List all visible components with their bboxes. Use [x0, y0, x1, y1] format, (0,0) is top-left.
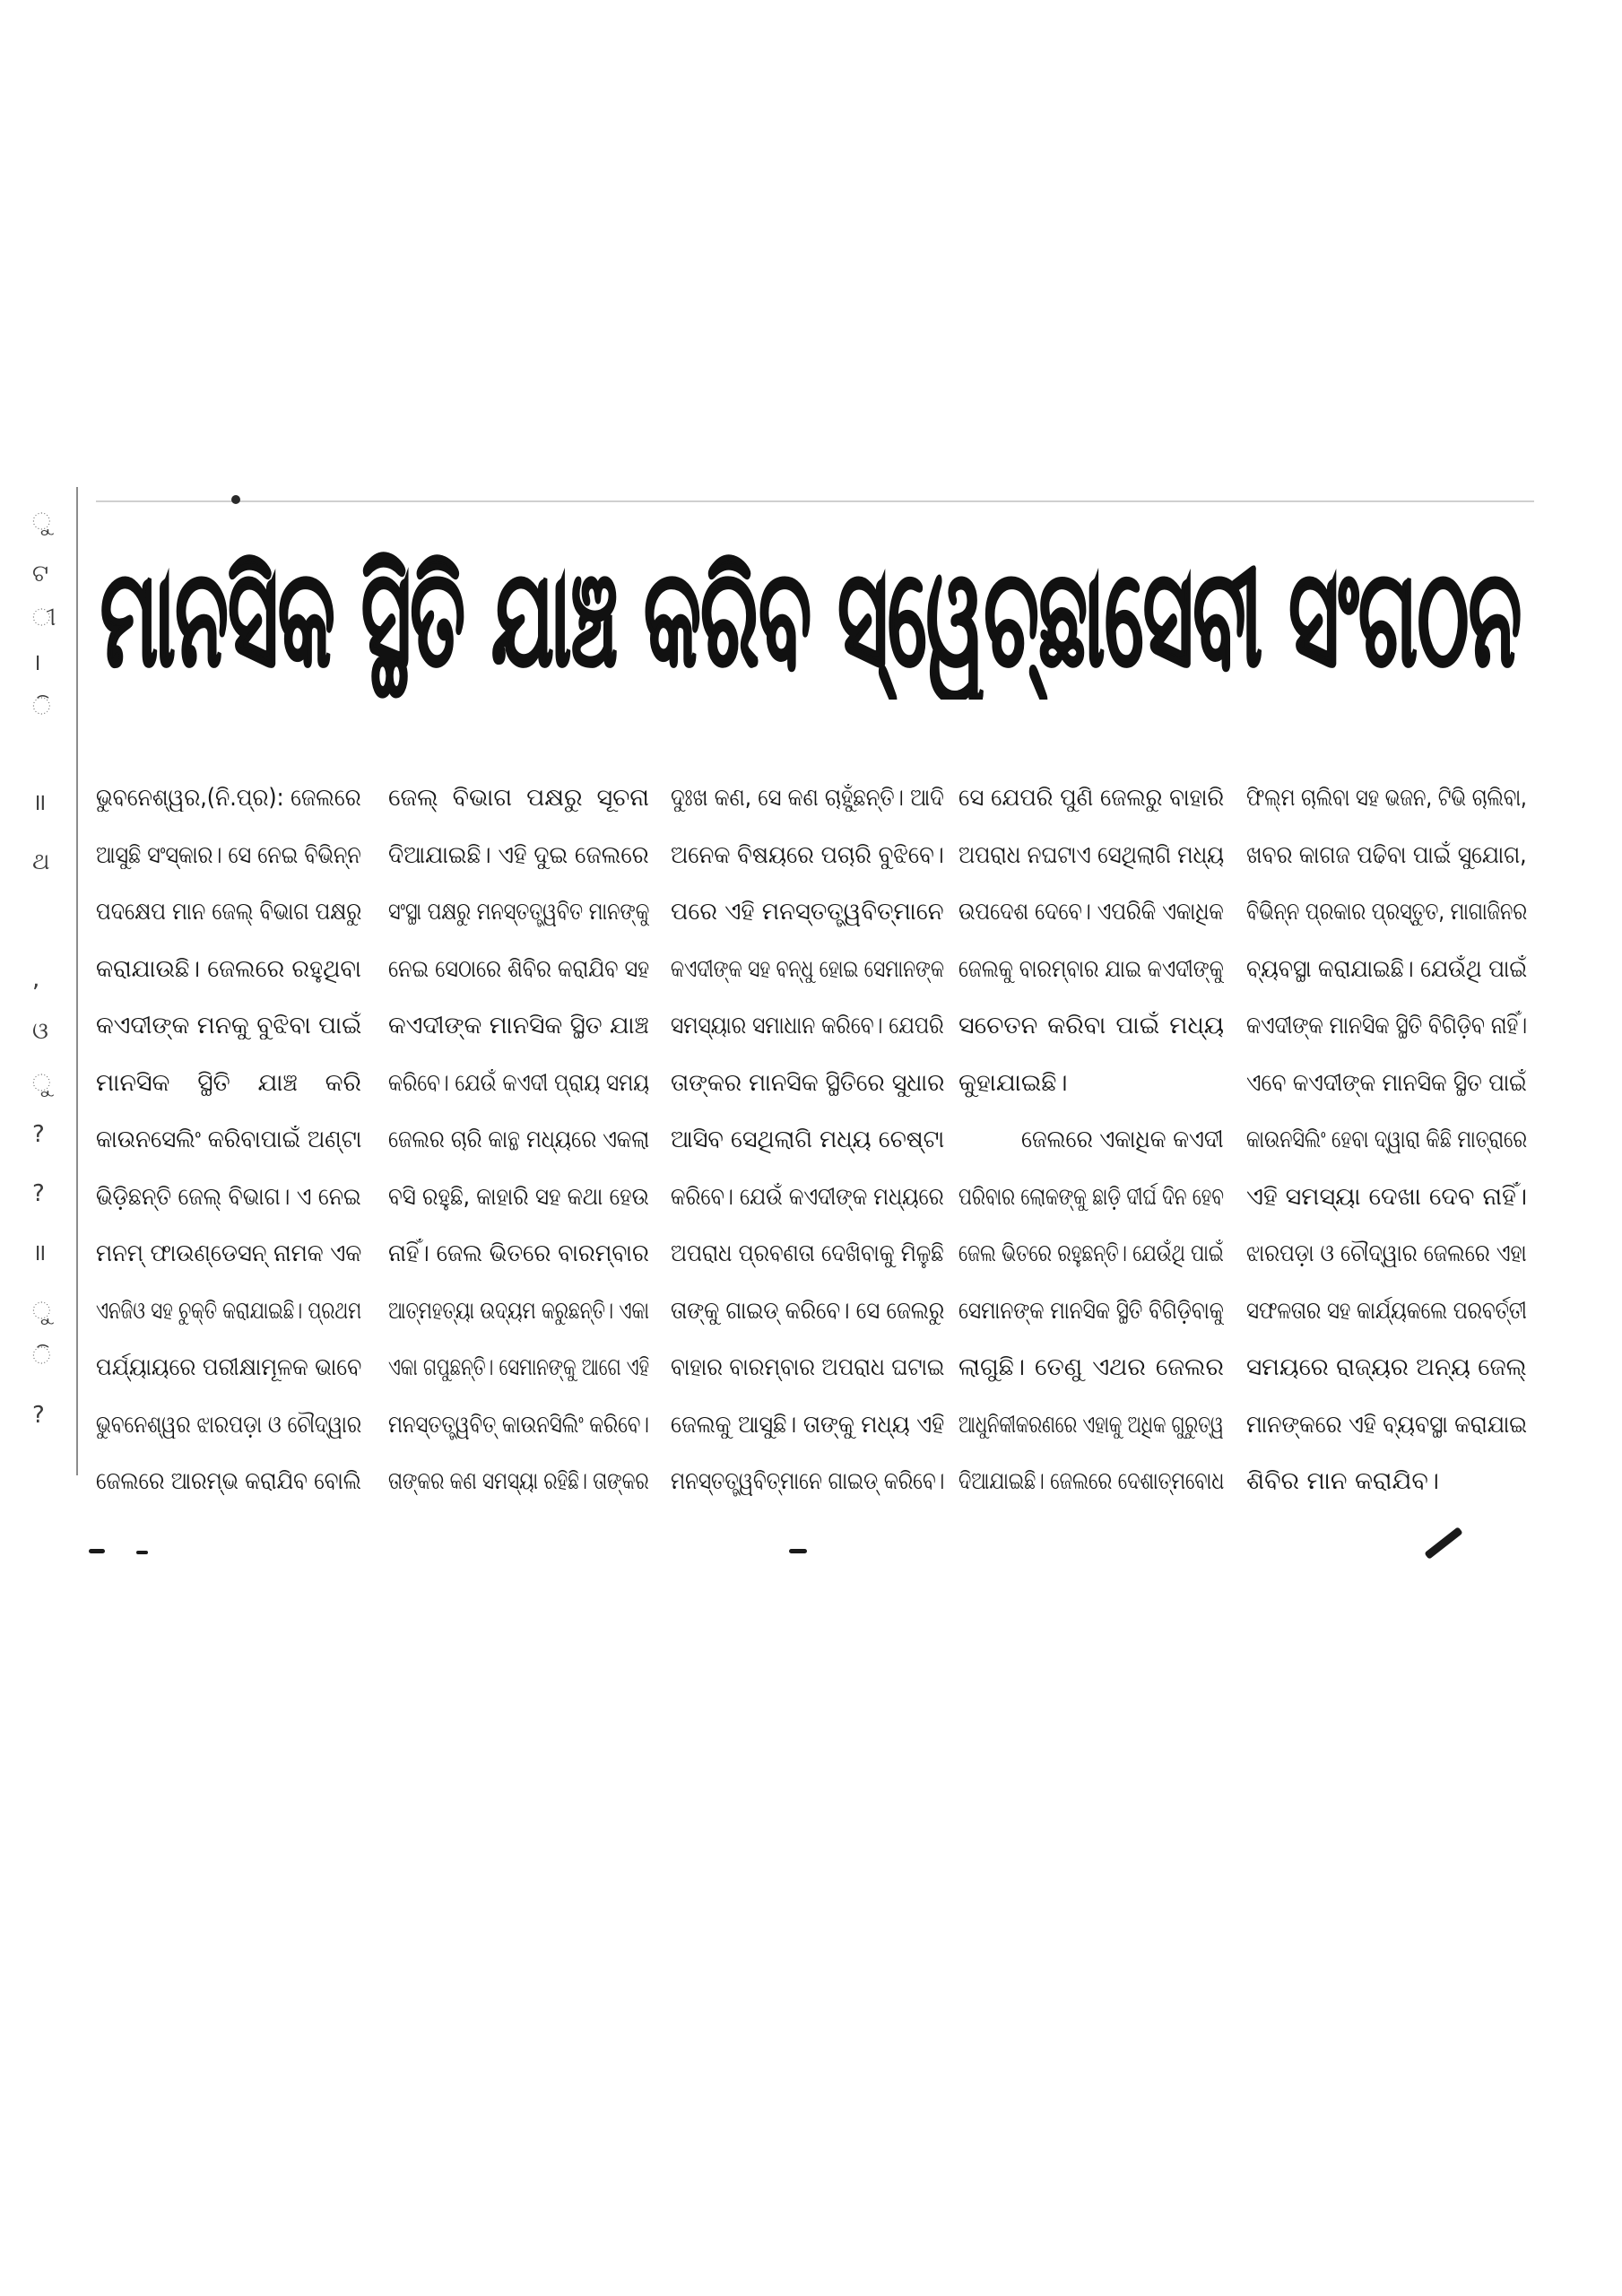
article-line — [958, 1396, 1224, 1454]
print-speck — [231, 495, 240, 504]
article-line — [671, 1339, 944, 1396]
article-line-text: ଜେଲରେ ଆରମ୍ଭ କରାଯିବ ବୋଲି — [96, 1467, 361, 1495]
article-line — [958, 1339, 1224, 1396]
article-line — [671, 827, 944, 884]
article-line-text: ପରିବାର ଲୋକଙ୍କୁ ଛାଡ଼ି ଦୀର୍ଘ ଦିନ ହେବ — [958, 1182, 1224, 1211]
article-line-text: ଉପଦେଶ ଦେବେ। ଏପରିକି ଏକାଧିକ — [958, 898, 1224, 926]
article-line-text: ଏବେ କଏଦୀଙ୍କ ମାନସିକ ସ୍ଥିତ ପାଇଁ — [1246, 1068, 1527, 1097]
article-line — [1246, 941, 1527, 998]
article-line-text: ଦିଆଯାଇଛି। ଏହି ଦୁଇ ଜେଲରେ — [388, 840, 649, 869]
article-line — [388, 1283, 649, 1340]
article-line-text: ଆସିବ ସେଥିଲାଗି ମଧ୍ୟ ଚେଷ୍ଟା — [671, 1126, 944, 1153]
margin-text-fragment: ି — [32, 1343, 51, 1370]
article-line-text: ପର୍ଯ୍ୟାୟରେ ପରୀକ୍ଷାମୂଳକ ଭାବେ — [96, 1353, 361, 1381]
margin-text-fragment: ୀ — [32, 604, 56, 631]
margin-text-fragment: ? — [32, 1402, 45, 1429]
article-line-text: ଜେଲ ଭିତରେ ରହୁଛନ୍ତି। ଯେଉଁଥି ପାଇଁ — [958, 1239, 1224, 1267]
article-line — [958, 1453, 1224, 1510]
article-line — [388, 770, 649, 827]
article-line — [388, 827, 649, 884]
article-line — [958, 1283, 1224, 1340]
article-line — [1246, 827, 1527, 884]
margin-text-fragment: ଟ — [32, 561, 49, 587]
article-line-text: ଆସୁଛି ସଂସ୍କାର। ସେ ନେଇ ବିଭିନ୍ନ — [96, 840, 361, 869]
article-line — [958, 770, 1224, 827]
article-line — [671, 1396, 944, 1454]
margin-text-fragment: ଓ — [32, 1018, 48, 1045]
article-line — [388, 1225, 649, 1283]
article-line-text: ଜେଲ୍ ବିଭାଗ ପକ୍ଷରୁ ସୂଚନା — [388, 784, 649, 812]
article-line-text: କଏଦୀଙ୍କ ସହ ବନ୍ଧୁ ହୋଇ ସେମାନଙ୍କ — [671, 954, 944, 983]
print-mark — [136, 1551, 148, 1554]
print-mark — [789, 1549, 807, 1553]
article-line-text: କରିବେ। ଯେଉଁ କଏଦୀଙ୍କ ମଧ୍ୟରେ — [671, 1182, 944, 1211]
article-line-text: ଦୁଃଖ କଣ, ସେ କଣ ଚାହୁଁଛନ୍ତି। ଆଦି — [671, 784, 944, 812]
article-line-text: ସଚେତନ କରିବା ପାଇଁ ମଧ୍ୟ — [958, 1012, 1224, 1039]
article-line — [96, 770, 361, 827]
article-line-text: ବାହାର ବାରମ୍ବାର ଅପରାଧ ଘଟାଇ — [671, 1353, 944, 1381]
article-line-text: ଝାରପଡ଼ା ଓ ଚୌଦ୍ୱାର ଜେଲରେ ଏହା — [1246, 1239, 1527, 1267]
article-line — [96, 941, 361, 998]
article-line — [1246, 1111, 1527, 1169]
article-line — [1246, 1169, 1527, 1226]
article-line — [1246, 883, 1527, 941]
article-line — [96, 1453, 361, 1510]
article-line-text: ମନମ୍ ଫାଉଣ୍ଡେସନ୍ ନାମକ ଏକ — [96, 1239, 361, 1267]
article-line — [96, 1111, 361, 1169]
article-line — [958, 997, 1224, 1055]
article-line-text: ତାଙ୍କୁ ଗାଇଡ୍ କରିବେ। ସେ ଜେଲରୁ — [671, 1296, 944, 1325]
article-line — [1246, 770, 1527, 827]
article-line — [96, 1283, 361, 1340]
article-line — [388, 883, 649, 941]
article-line — [958, 1055, 1224, 1112]
article-line-text: ଏହି ସମସ୍ୟା ଦେଖା ଦେବ ନାହିଁ। — [1246, 1182, 1527, 1211]
article-line-text: ସଫଳତାର ସହ କାର୍ଯ୍ୟକଲେ ପରବର୍ତ୍ତୀ — [1246, 1296, 1527, 1325]
article-line-text: କଏଦୀଙ୍କ ମନକୁ ବୁଝିବା ପାଇଁ — [96, 1012, 361, 1039]
article-column — [388, 770, 649, 1510]
article-line-text: ଦିଆଯାଇଛି। ଜେଲରେ ଦେଶାତ୍ମବୋଧ — [958, 1467, 1224, 1495]
article-line-text: ବିଭିନ୍ନ ପ୍ରକାର ପ୍ରସ୍ତୁତ, ମାଗାଜିନର — [1246, 898, 1527, 926]
article-line-text: ତାଙ୍କର ମାନସିକ ସ୍ଥିତିରେ ସୁଧାର — [671, 1068, 944, 1097]
article-line — [96, 997, 361, 1055]
article-line — [958, 941, 1224, 998]
article-line-text: ଲାଗୁଛି। ତେଣୁ ଏଥର ଜେଲର — [958, 1353, 1224, 1381]
article-line-text: କୁହାଯାଇଛି। — [958, 1068, 1068, 1097]
article-line — [388, 1396, 649, 1454]
article-line-text: ଆଧୁନିକୀକରଣରେ ଏହାକୁ ଅଧିକ ଗୁରୁତ୍ୱ — [958, 1410, 1224, 1439]
article-line — [958, 883, 1224, 941]
article-line-text: ତାଙ୍କର କଣ ସମସ୍ୟା ରହିଛି। ତାଙ୍କର — [388, 1467, 649, 1495]
article-line-text: ମାନସିକ ସ୍ଥିତି ଯାଞ୍ଚ କରି — [96, 1068, 361, 1097]
margin-text-fragment: ୁ — [32, 1070, 51, 1097]
article-line — [96, 1169, 361, 1226]
article-line — [1246, 1396, 1527, 1454]
article-line — [96, 827, 361, 884]
article-line-text: ଶିବିର ମାନ କରାଯିବ। — [1246, 1467, 1439, 1495]
article-line — [96, 883, 361, 941]
article-line — [671, 1169, 944, 1226]
article-line-text: ଏନଜିଓ ସହ ଚୁକ୍ତି କରାଯାଇଛି। ପ୍ରଥମ — [96, 1296, 361, 1325]
article-line — [671, 941, 944, 998]
margin-text-fragment: ୁ — [32, 509, 51, 535]
article-line-text: ଖବର କାଗଜ ପଢିବା ପାଇଁ ସୁଯୋଗ, — [1246, 840, 1527, 869]
article-line-text: ଜେଲର ଚାରି କାନ୍ଥ ମଧ୍ୟରେ ଏକଲା — [388, 1126, 649, 1153]
margin-text-fragment: ଥ — [32, 848, 50, 875]
article-line-text: କାଉନସେଲିଂ କରିବାପାଇଁ ଅଣ୍ଟା — [96, 1126, 361, 1153]
article-line — [1246, 1225, 1527, 1283]
column-rule — [76, 487, 78, 1475]
article-line-text: ମନସ୍ତତ୍ତ୍ୱବିତ୍ କାଉନସିଲିଂ କରିବେ। — [388, 1410, 649, 1439]
article-line-text: ସଂସ୍ଥା ପକ୍ଷରୁ ମନସ୍ତତ୍ତ୍ୱବିତ ମାନଙ୍କୁ — [388, 898, 649, 926]
article-line — [958, 827, 1224, 884]
margin-text-fragment: ॥ — [32, 1239, 47, 1266]
headline — [100, 538, 1522, 700]
article-line — [388, 1055, 649, 1112]
print-mark — [1424, 1526, 1462, 1560]
article-line-text: ଅପରାଧ ନଘଟାଏ ସେଥିଲାଗି ମଧ୍ୟ — [958, 840, 1224, 869]
article-line — [1246, 1339, 1527, 1396]
article-line — [958, 1225, 1224, 1283]
margin-text-fragment: ୁ — [32, 1298, 51, 1325]
article-line-text: ଜେଲରେ ଏକାଧିକ କଏଦୀ — [1021, 1126, 1224, 1153]
article-line-text: ମାନଙ୍କରେ ଏହି ବ୍ୟବସ୍ଥା କରାଯାଇ — [1246, 1410, 1527, 1439]
top-rule — [96, 500, 1534, 502]
article-column — [1246, 770, 1527, 1510]
article-line-text: ସମୟରେ ରାଜ୍ୟର ଅନ୍ୟ ଜେଲ୍ — [1246, 1353, 1527, 1381]
margin-text-fragment: ? — [32, 1121, 45, 1148]
article-line — [671, 1111, 944, 1169]
article-line-text: ଜେଲକୁ ଆସୁଛି। ତାଙ୍କୁ ମଧ୍ୟ ଏହି — [671, 1410, 944, 1439]
article-line — [671, 1225, 944, 1283]
article-line-text: ଆତ୍ମହତ୍ୟା ଉଦ୍ୟମ କରୁଛନ୍ତି। ଏକା — [388, 1296, 649, 1325]
article-line-text: କଏଦୀଙ୍କ ମାନସିକ ସ୍ଥିତ ଯାଞ୍ଚ — [388, 1012, 649, 1039]
print-mark — [89, 1549, 105, 1553]
article-line — [1246, 1283, 1527, 1340]
article-line-text: ପରେ ଏହି ମନସ୍ତତ୍ତ୍ୱବିତ୍‌ମାନେ — [671, 898, 944, 926]
article-line — [1246, 997, 1527, 1055]
article-line — [671, 770, 944, 827]
article-line-text: ବ୍ୟବସ୍ଥା କରାଯାଇଛି। ଯେଉଁଥି ପାଇଁ — [1246, 954, 1527, 983]
article-line — [388, 1339, 649, 1396]
article-line-text: ସମସ୍ୟାର ସମାଧାନ କରିବେ। ଯେପରି — [671, 1012, 944, 1039]
margin-text-fragment: ି — [32, 693, 51, 720]
article-line — [96, 1396, 361, 1454]
article-line — [388, 997, 649, 1055]
article-line — [388, 941, 649, 998]
headline-text: ମାନସିକ ସ୍ଥିତି ଯାଞ୍ଚ କରିବ ସ୍ୱେଚ୍ଛାସେବୀ ସଂଗଠନ — [100, 541, 1522, 697]
article-line-text: କରାଯାଉଛି। ଜେଲରେ ରହୁଥିବା — [96, 954, 361, 983]
article-line — [388, 1111, 649, 1169]
article-line-text: ଫିଲ୍ମ ଚାଲିବା ସହ ଭଜନ, ଟିଭି ଚାଲିବା, — [1246, 784, 1527, 812]
article-line-text: ଜେଲକୁ ବାରମ୍ବାର ଯାଇ କଏଦୀଙ୍କୁ — [958, 954, 1224, 983]
article-line-text: ସେ ଯେପରି ପୁଣି ଜେଲରୁ ବାହାରି — [958, 784, 1224, 812]
article-line — [671, 1055, 944, 1112]
article-column — [671, 770, 944, 1510]
article-line-text: ପଦକ୍ଷେପ ମାନ ଜେଲ୍ ବିଭାଗ ପକ୍ଷରୁ — [96, 898, 361, 926]
article-line-text: ନେଇ ସେଠାରେ ଶିବିର କରାଯିବ ସହ — [388, 954, 649, 983]
margin-text-fragment: ? — [32, 1180, 45, 1207]
article-line-text: ଏକା ଗପୁଛନ୍ତି। ସେମାନଙ୍କୁ ଆଗେ ଏହି — [388, 1353, 649, 1381]
article-line — [671, 1283, 944, 1340]
article-line — [96, 1339, 361, 1396]
article-line — [1246, 1453, 1527, 1510]
article-line-text: କରିବେ। ଯେଉଁ କଏଦୀ ପ୍ରାୟ ସମୟ — [388, 1068, 649, 1097]
article-line-text: ଅନେକ ବିଷୟରେ ପଚାରି ବୁଝିବେ। — [671, 840, 944, 869]
article-line — [1246, 1055, 1527, 1112]
article-line-text: ଭିଡ଼ିଛନ୍ତି ଜେଲ୍ ବିଭାଗ। ଏ ନେଇ — [96, 1182, 361, 1211]
article-line-text: ଭୁବନେଶ୍ୱର,(ନି.ପ୍ର): ଜେଲରେ — [96, 784, 361, 812]
article-line-text: ଅପରାଧ ପ୍ରବଣତା ଦେଖିବାକୁ ମିଳୁଛି — [671, 1239, 944, 1267]
article-line-text: ମନସ୍ତତ୍ତ୍ୱବିତ୍‌ମାନେ ଗାଇଡ୍ କରିବେ। — [671, 1467, 944, 1495]
article-line-text: କଏଦୀଙ୍କ ମାନସିକ ସ୍ଥିତି ବିଗିଡ଼ିବ ନାହିଁ। — [1246, 1012, 1527, 1039]
article-line — [96, 1225, 361, 1283]
article-line-text: ସେମାନଙ୍କ ମାନସିକ ସ୍ଥିତି ବିଗିଡ଼ିବାକୁ — [958, 1296, 1224, 1325]
article-line — [96, 1055, 361, 1112]
article-line — [671, 1453, 944, 1510]
article-line — [388, 1169, 649, 1226]
article-line — [958, 1169, 1224, 1226]
article-line — [671, 997, 944, 1055]
margin-text-fragment: , — [32, 966, 40, 993]
article-line-text: ଭୁବନେଶ୍ୱର ଝାରପଡ଼ା ଓ ଚୌଦ୍ୱାର — [96, 1410, 361, 1439]
article-column — [958, 770, 1224, 1510]
adjacent-column-fragments — [27, 0, 67, 2296]
margin-text-fragment: ॥ — [32, 789, 47, 816]
article-line — [958, 1111, 1224, 1169]
article-line-text: ବସି ରହୁଛି, କାହାରି ସହ କଥା ହେଉ — [388, 1182, 649, 1211]
article-line-text: ନାହିଁ। ଜେଲ ଭିତରେ ବାରମ୍ବାର — [388, 1239, 649, 1267]
article-line — [388, 1453, 649, 1510]
article-line-text: କାଉନସିଲିଂ ହେବା ଦ୍ୱାରା କିଛି ମାତ୍ରାରେ — [1246, 1126, 1527, 1153]
article-column — [96, 770, 361, 1510]
article-line — [671, 883, 944, 941]
margin-text-fragment: । — [32, 649, 41, 676]
